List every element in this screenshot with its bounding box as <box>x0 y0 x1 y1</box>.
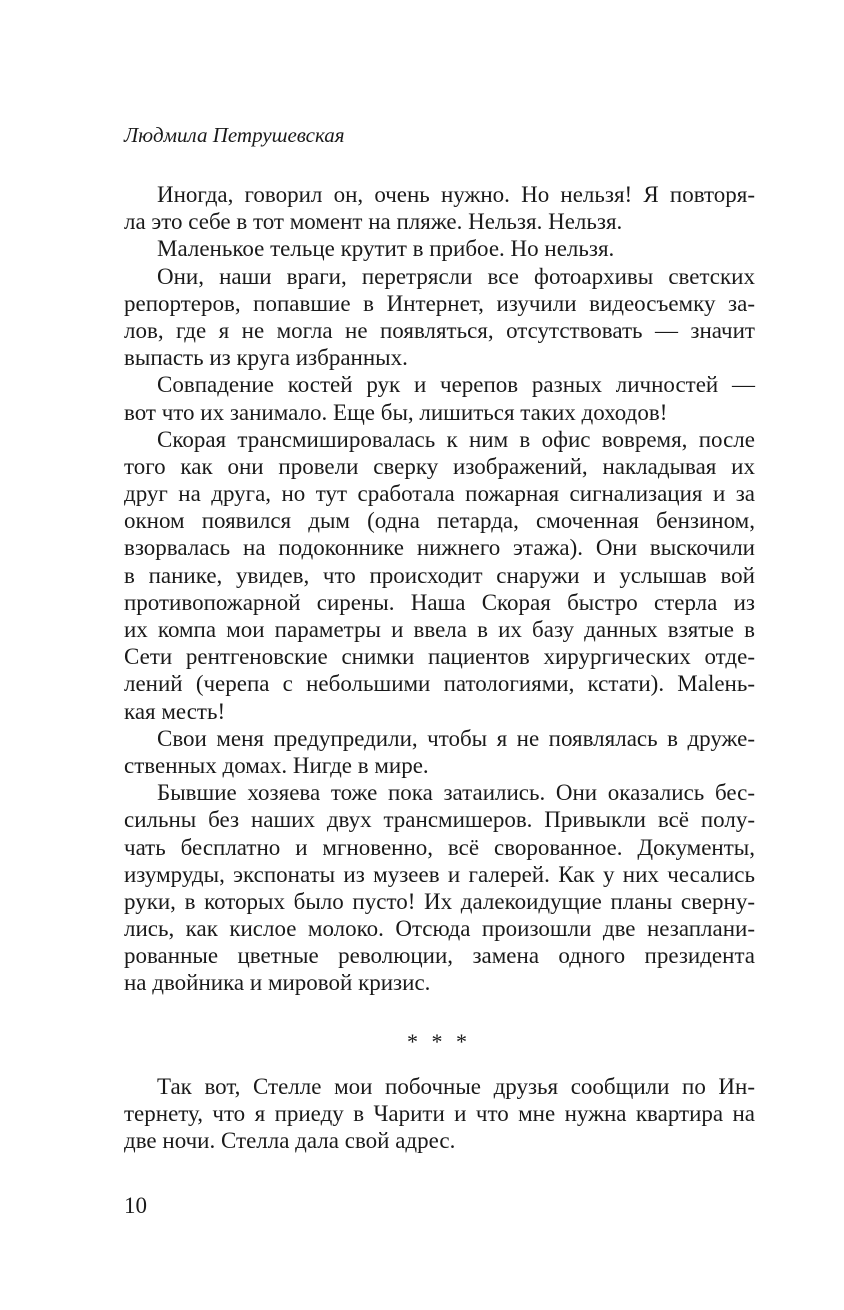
text-line: ственных домах. Нигде в мире. <box>124 752 429 778</box>
text-line: выпасть из круга избранных. <box>124 345 408 371</box>
text-line: две ночи. Стелла дала свой адрес. <box>124 1128 456 1154</box>
text-line: чать бесплатно и мгновенно, всё сворованное. Документы, <box>124 834 755 860</box>
text-line: Сети рентгеновские снимки пациентов хирургических отде- <box>124 644 755 670</box>
page-number: 10 <box>124 1193 147 1218</box>
paragraph <box>124 371 755 425</box>
text-line: тернету, что я приеду в Чарити и что мне нужна квартира на <box>124 1101 755 1127</box>
running-head: Людмила Петрушевская <box>124 123 345 147</box>
text-line: Маленькое тельце крутит в прибое. Но нельзя. <box>157 236 615 262</box>
paragraph <box>124 181 755 235</box>
text-line: в панике, увидев, что происходит снаружи и услышав вой <box>124 562 755 588</box>
text-line: лись, как кислое молоко. Отсюда произошли две незаплани- <box>124 916 755 942</box>
text-line: взорвалась на подоконнике нижнего этажа). Они выскочили <box>124 535 755 561</box>
text-line: лений (черепа с небольшими патологиями, кстати). Malень- <box>124 671 755 697</box>
text-line: сильны без наших двух трансмишеров. Привыкли всё полу- <box>124 807 755 833</box>
text-line: Так вот, Стелле мои побочные друзья сообщили по Ин- <box>157 1074 755 1099</box>
text-line: руки, в которых было пусто! Их далекоидущие планы сверну- <box>124 888 755 914</box>
text-line: изумруды, экспонаты из музеев и галерей. Как у них чесались <box>124 861 755 887</box>
text-line: Они, наши враги, перетрясли все фотоархивы светских <box>157 263 755 289</box>
paragraph <box>124 1073 755 1155</box>
text-line: лов, где я не могла не появляться, отсутствовать — значит <box>124 317 755 343</box>
text-line: ла это себе в тот момент на пляже. Нельзя. Нельзя. <box>124 209 623 235</box>
paragraph <box>124 263 755 372</box>
text-line: на двойника и мировой кризис. <box>124 970 431 996</box>
text-line: Иногда, говорил он, очень нужно. Но нельзя! Я повторя- <box>157 182 755 207</box>
text-line: окном появился дым (одна петарда, смоченная бензином, <box>124 508 755 534</box>
main-text-block <box>124 181 755 997</box>
text-line: Скорая трансмишировалась к ним в офис вовремя, после <box>157 426 755 452</box>
continuation-text-block <box>124 1073 755 1155</box>
text-line: противопожарной сирены. Наша Скорая быстро стерла из <box>124 589 755 615</box>
text-line: репортеров, попавшие в Интернет, изучили видеосъемку за- <box>124 290 755 316</box>
section-separator: * * * <box>407 1029 471 1054</box>
paragraph <box>124 426 755 725</box>
text-line: Совпадение костей рук и черепов разных личностей — <box>157 372 755 398</box>
text-line: рованные цветные революции, замена одного президента <box>124 943 755 969</box>
text-line: друг на друга, но тут сработала пожарная сигнализация и за <box>124 481 755 507</box>
text-line: Свои меня предупредили, чтобы я не появлялась в друже- <box>157 725 755 751</box>
paragraph <box>124 235 755 262</box>
paragraph <box>124 725 755 779</box>
text-line: кая месть! <box>124 698 226 724</box>
text-line: Бывшие хозяева тоже пока затаились. Они оказались бес- <box>157 780 755 806</box>
text-line: их компа мои параметры и ввела в их базу данных взятые в <box>124 617 755 642</box>
text-line: того как они провели сверку изображений, накладывая их <box>124 453 755 479</box>
text-line: вот что их занимало. Еще бы, лишиться таких доходов! <box>124 399 668 425</box>
paragraph <box>124 779 755 997</box>
